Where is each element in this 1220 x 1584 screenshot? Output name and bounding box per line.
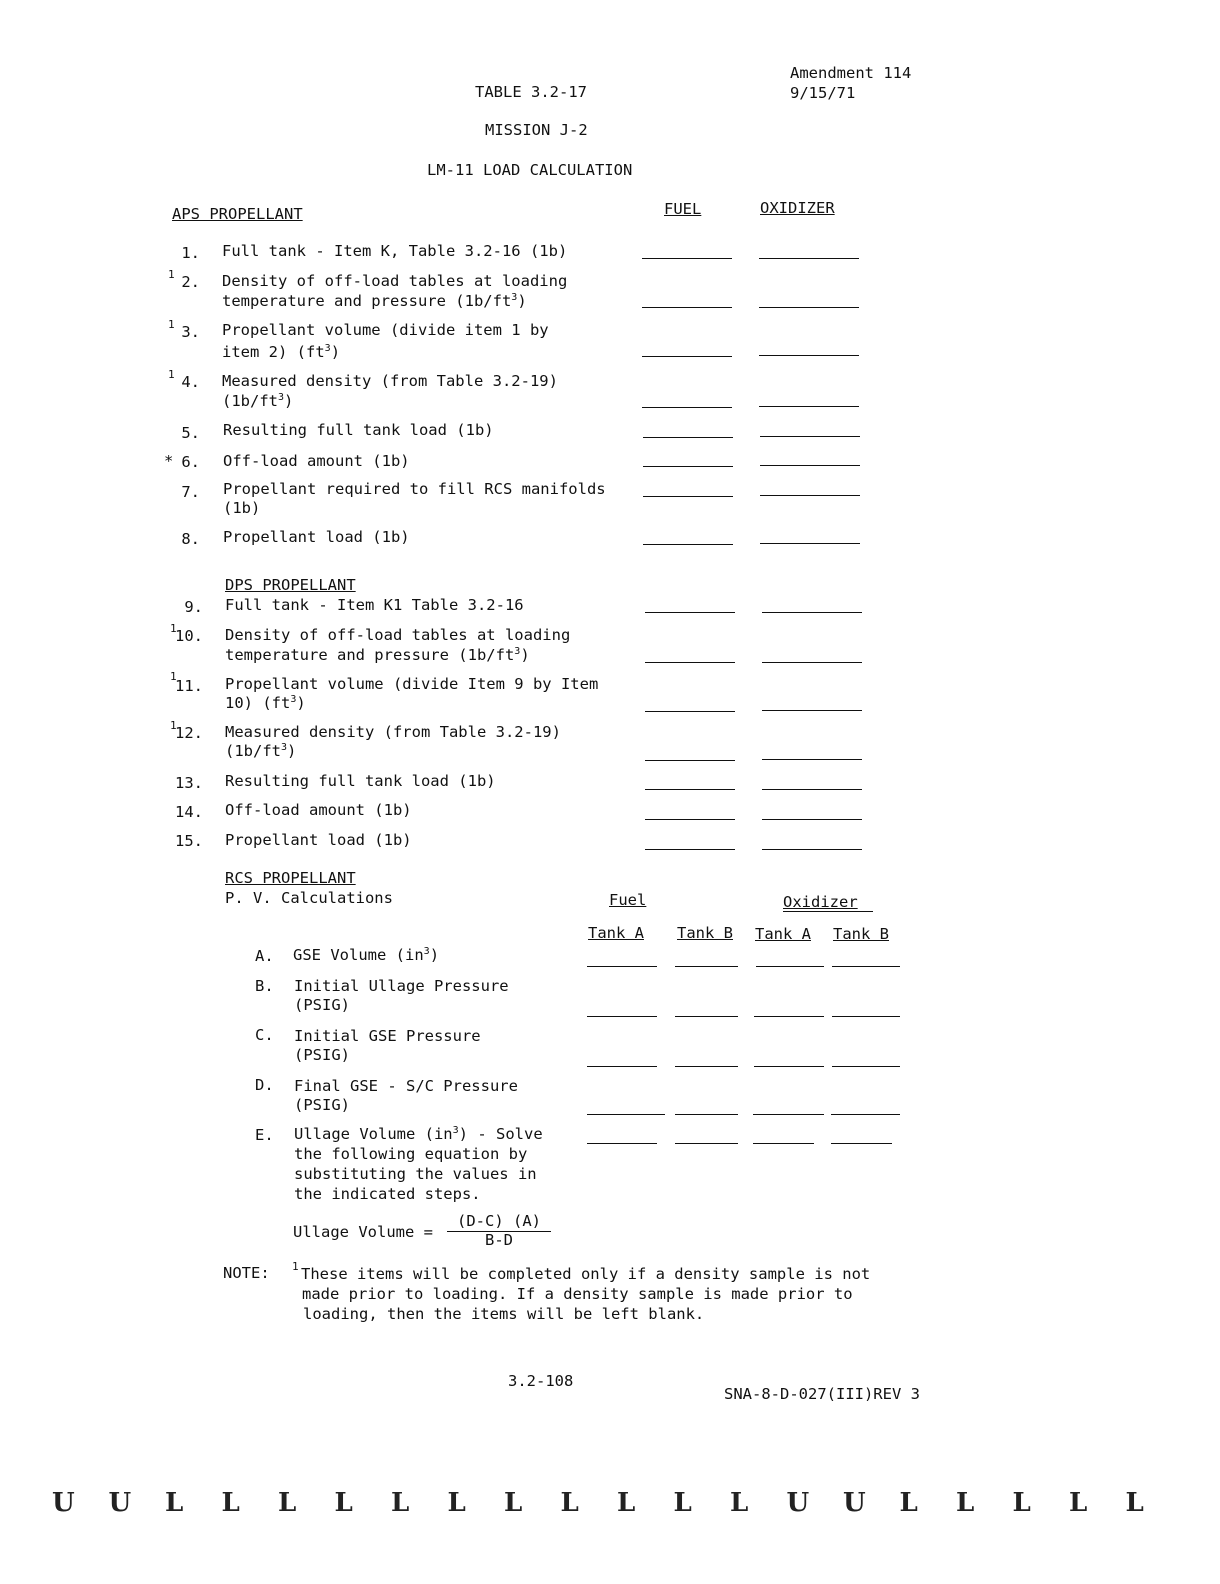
item-text: Density of off-load tables at loading bbox=[222, 272, 568, 290]
item-number: 6. bbox=[181, 453, 200, 471]
rcs-b-fuel-tank-b-blank[interactable] bbox=[675, 1016, 738, 1017]
rcs-e-ox-tank-a-blank[interactable] bbox=[753, 1143, 814, 1144]
col-fuel-header: FUEL bbox=[664, 200, 702, 218]
item-text-line2: $(1b/ft^3)$ bbox=[225, 742, 297, 760]
note-line-1: These items will be completed only if a density sample is not bbox=[301, 1265, 871, 1283]
scan-mark: L bbox=[165, 1488, 184, 1518]
item-text-line2: (1b) bbox=[223, 499, 261, 517]
aps-6-fuel-blank[interactable] bbox=[643, 466, 733, 467]
aps-2-fuel-blank[interactable] bbox=[642, 307, 732, 308]
scan-mark: L bbox=[1069, 1488, 1088, 1518]
document-id: SNA-8-D-027(III)REV 3 bbox=[724, 1385, 920, 1403]
aps-4-fuel-blank[interactable] bbox=[642, 407, 732, 408]
item-number: 14. bbox=[175, 803, 203, 821]
item-text: Measured density (from Table 3.2-19) bbox=[222, 372, 558, 390]
dps-heading: DPS PROPELLANT bbox=[225, 576, 356, 594]
item-letter: A. bbox=[255, 947, 274, 965]
item-number: 15. bbox=[175, 832, 203, 850]
item-text: Full tank - Item K1 Table 3.2-16 bbox=[225, 596, 524, 614]
dps-11-fuel-blank[interactable] bbox=[645, 711, 735, 712]
item-text-line3: substituting the values in bbox=[294, 1165, 537, 1183]
scan-mark: L bbox=[956, 1488, 975, 1518]
footnote-mark: 1 bbox=[168, 368, 175, 381]
aps-7-fuel-blank[interactable] bbox=[643, 496, 733, 497]
footnote-mark: 1 bbox=[168, 268, 175, 281]
rcs-d-ox-tank-a-blank[interactable] bbox=[753, 1114, 824, 1115]
item-text-line2: the following equation by bbox=[294, 1145, 528, 1163]
item-number: 11. bbox=[175, 677, 203, 695]
scan-mark: L bbox=[221, 1488, 240, 1518]
rcs-heading: RCS PROPELLANT bbox=[225, 869, 356, 887]
item-number: 9. bbox=[184, 598, 203, 616]
aps-8-fuel-blank[interactable] bbox=[643, 544, 733, 545]
item-text: Propellant load (1b) bbox=[225, 831, 412, 849]
rcs-a-ox-tank-b-blank[interactable] bbox=[832, 966, 900, 967]
aps-8-oxidizer-blank[interactable] bbox=[760, 543, 860, 544]
item-number: 2. bbox=[181, 273, 200, 291]
scan-mark: U bbox=[786, 1488, 810, 1518]
asterisk-mark: * bbox=[164, 452, 174, 470]
oxidizer-tank-b-header: Tank B bbox=[833, 925, 889, 943]
scan-mark: U bbox=[843, 1488, 866, 1518]
rcs-d-fuel-tank-b-blank[interactable] bbox=[675, 1114, 738, 1115]
scan-mark: L bbox=[1012, 1488, 1031, 1518]
item-number: 7. bbox=[181, 483, 200, 501]
footnote-mark: 1 bbox=[170, 670, 177, 683]
item-number: 10. bbox=[175, 627, 203, 645]
aps-5-fuel-blank[interactable] bbox=[643, 437, 733, 438]
dps-15-fuel-blank[interactable] bbox=[645, 849, 735, 850]
dps-10-fuel-blank[interactable] bbox=[645, 662, 735, 663]
aps-1-oxidizer-blank[interactable] bbox=[759, 258, 859, 259]
rcs-a-fuel-tank-b-blank[interactable] bbox=[675, 966, 738, 967]
item-text: GSE Volume $(in^3)$ bbox=[293, 946, 440, 964]
item-number: 1. bbox=[181, 244, 200, 262]
dps-9-oxidizer-blank[interactable] bbox=[762, 612, 862, 613]
item-text: Off-load amount (1b) bbox=[225, 801, 412, 819]
rcs-subheading: P. V. Calculations bbox=[225, 889, 393, 907]
item-text: Initial GSE Pressure bbox=[294, 1027, 481, 1045]
page-title: LM-11 LOAD CALCULATION bbox=[427, 161, 633, 179]
rcs-col-oxidizer: Oxidizer bbox=[783, 893, 858, 911]
rcs-b-fuel-tank-a-blank[interactable] bbox=[587, 1016, 657, 1017]
scan-mark: U bbox=[52, 1488, 75, 1518]
scan-mark: L bbox=[617, 1488, 636, 1518]
scan-mark: L bbox=[899, 1488, 918, 1518]
scan-mark: U bbox=[108, 1488, 132, 1518]
item-text: Ullage Volume $(in^3)$ - Solve bbox=[294, 1125, 543, 1143]
item-number: 4. bbox=[181, 373, 200, 391]
dps-9-fuel-blank[interactable] bbox=[645, 612, 735, 613]
scan-mark: L bbox=[1125, 1488, 1144, 1518]
aps-3-fuel-blank[interactable] bbox=[642, 356, 732, 357]
aps-2-oxidizer-blank[interactable] bbox=[759, 307, 859, 308]
item-text-line2: temperature and pressure $(1b/ft^3)$ bbox=[225, 646, 530, 664]
rcs-d-ox-tank-b-blank[interactable] bbox=[831, 1114, 900, 1115]
item-text: Propellant required to fill RCS manifolds bbox=[223, 480, 606, 498]
item-text-line2: (PSIG) bbox=[294, 1046, 350, 1064]
scan-mark: L bbox=[278, 1488, 297, 1518]
item-text-line2: temperature and pressure $(1b/ft^3)$ bbox=[222, 292, 527, 310]
item-text-line2: $(1b/ft^3)$ bbox=[222, 392, 294, 410]
formula-numerator: (D-C) (A) bbox=[447, 1213, 551, 1232]
footnote-mark: 1 bbox=[170, 719, 177, 732]
dps-13-oxidizer-blank[interactable] bbox=[762, 789, 862, 790]
rcs-e-ox-tank-b-blank[interactable] bbox=[831, 1143, 892, 1144]
dps-12-oxidizer-blank[interactable] bbox=[762, 759, 862, 760]
fuel-tank-a-header: Tank A bbox=[588, 924, 644, 942]
table-id: TABLE 3.2-17 bbox=[475, 83, 587, 101]
item-text: Final GSE - S/C Pressure bbox=[294, 1077, 518, 1095]
oxidizer-underline bbox=[783, 911, 873, 912]
item-text-line2: item 2) $(ft^3)$ bbox=[222, 343, 341, 361]
dps-15-oxidizer-blank[interactable] bbox=[762, 849, 862, 850]
item-text-line2: (PSIG) bbox=[294, 996, 350, 1014]
rcs-a-fuel-tank-a-blank[interactable] bbox=[587, 966, 657, 967]
scan-mark: L bbox=[334, 1488, 353, 1518]
rcs-e-fuel-tank-a-blank[interactable] bbox=[587, 1143, 657, 1144]
footnote-mark: 1 bbox=[168, 318, 175, 331]
item-text: Density of off-load tables at loading bbox=[225, 626, 571, 644]
aps-4-oxidizer-blank[interactable] bbox=[759, 406, 859, 407]
item-text-line2: (PSIG) bbox=[294, 1096, 350, 1114]
scan-mark: L bbox=[560, 1488, 579, 1518]
rcs-e-fuel-tank-b-blank[interactable] bbox=[675, 1143, 738, 1144]
aps-7-oxidizer-blank[interactable] bbox=[760, 495, 860, 496]
mission-title: MISSION J-2 bbox=[485, 121, 588, 139]
note-line-3: loading, then the items will be left blank. bbox=[303, 1305, 705, 1323]
formula-label: Ullage Volume = bbox=[293, 1223, 433, 1241]
scan-mark: L bbox=[391, 1488, 410, 1518]
item-text: Resulting full tank load (1b) bbox=[225, 772, 496, 790]
dps-14-oxidizer-blank[interactable] bbox=[762, 819, 862, 820]
rcs-c-ox-tank-a-blank[interactable] bbox=[754, 1066, 824, 1067]
item-text: Initial Ullage Pressure bbox=[294, 977, 509, 995]
rcs-c-fuel-tank-a-blank[interactable] bbox=[587, 1066, 657, 1067]
dps-10-oxidizer-blank[interactable] bbox=[762, 662, 862, 663]
item-letter: B. bbox=[255, 977, 274, 995]
dps-14-fuel-blank[interactable] bbox=[645, 819, 735, 820]
note-label: NOTE: bbox=[223, 1264, 270, 1282]
aps-3-oxidizer-blank[interactable] bbox=[759, 355, 859, 356]
amendment-label: Amendment 114 bbox=[790, 64, 912, 82]
item-text: Resulting full tank load (1b) bbox=[223, 421, 494, 439]
scan-marks-strip bbox=[52, 1488, 1162, 1528]
scan-mark: L bbox=[447, 1488, 466, 1518]
rcs-c-ox-tank-b-blank[interactable] bbox=[832, 1066, 900, 1067]
item-text: Measured density (from Table 3.2-19) bbox=[225, 723, 561, 741]
aps-heading: APS PROPELLANT bbox=[172, 205, 303, 223]
item-letter: D. bbox=[255, 1076, 274, 1094]
aps-5-oxidizer-blank[interactable] bbox=[760, 436, 860, 437]
item-text: Full tank - Item K, Table 3.2-16 (1b) bbox=[222, 242, 568, 260]
rcs-col-fuel: Fuel bbox=[609, 891, 647, 909]
item-letter: C. bbox=[255, 1026, 274, 1044]
item-text-line4: the indicated steps. bbox=[294, 1185, 481, 1203]
formula-fraction bbox=[447, 1213, 551, 1250]
item-text: Propellant volume (divide Item 9 by Item bbox=[225, 675, 599, 693]
item-text: Off-load amount (1b) bbox=[223, 452, 410, 470]
amendment-date: 9/15/71 bbox=[790, 84, 856, 102]
item-number: 13. bbox=[175, 774, 203, 792]
oxidizer-tank-a-header: Tank A bbox=[755, 925, 811, 943]
footnote-mark: 1 bbox=[170, 622, 177, 635]
item-number: 3. bbox=[181, 323, 200, 341]
dps-11-oxidizer-blank[interactable] bbox=[762, 710, 862, 711]
scan-mark: L bbox=[504, 1488, 523, 1518]
aps-6-oxidizer-blank[interactable] bbox=[760, 465, 860, 466]
formula-denominator: B-D bbox=[485, 1230, 513, 1249]
rcs-b-ox-tank-a-blank[interactable] bbox=[754, 1016, 824, 1017]
rcs-d-fuel-tank-a-blank[interactable] bbox=[587, 1114, 665, 1115]
note-line-2: made prior to loading. If a density sample is made prior to bbox=[302, 1285, 853, 1303]
item-number: 8. bbox=[181, 530, 200, 548]
dps-13-fuel-blank[interactable] bbox=[645, 789, 735, 790]
rcs-a-ox-tank-a-blank[interactable] bbox=[756, 966, 824, 967]
page-number: 3.2-108 bbox=[508, 1372, 574, 1390]
note-footnote-mark: 1 bbox=[292, 1260, 299, 1273]
scan-mark: L bbox=[730, 1488, 749, 1518]
item-text-line2: 10) $(ft^3)$ bbox=[225, 694, 306, 712]
rcs-c-fuel-tank-b-blank[interactable] bbox=[675, 1066, 738, 1067]
col-oxidizer-header: OXIDIZER bbox=[760, 199, 835, 217]
item-number: 5. bbox=[181, 424, 200, 442]
item-text: Propellant load (1b) bbox=[223, 528, 410, 546]
scan-mark: L bbox=[673, 1488, 692, 1518]
fuel-tank-b-header: Tank B bbox=[677, 924, 733, 942]
dps-12-fuel-blank[interactable] bbox=[645, 760, 735, 761]
aps-1-fuel-blank[interactable] bbox=[642, 258, 732, 259]
item-number: 12. bbox=[175, 724, 203, 742]
rcs-b-ox-tank-b-blank[interactable] bbox=[832, 1016, 900, 1017]
item-text: Propellant volume (divide item 1 by bbox=[222, 321, 549, 339]
item-letter: E. bbox=[255, 1126, 274, 1144]
